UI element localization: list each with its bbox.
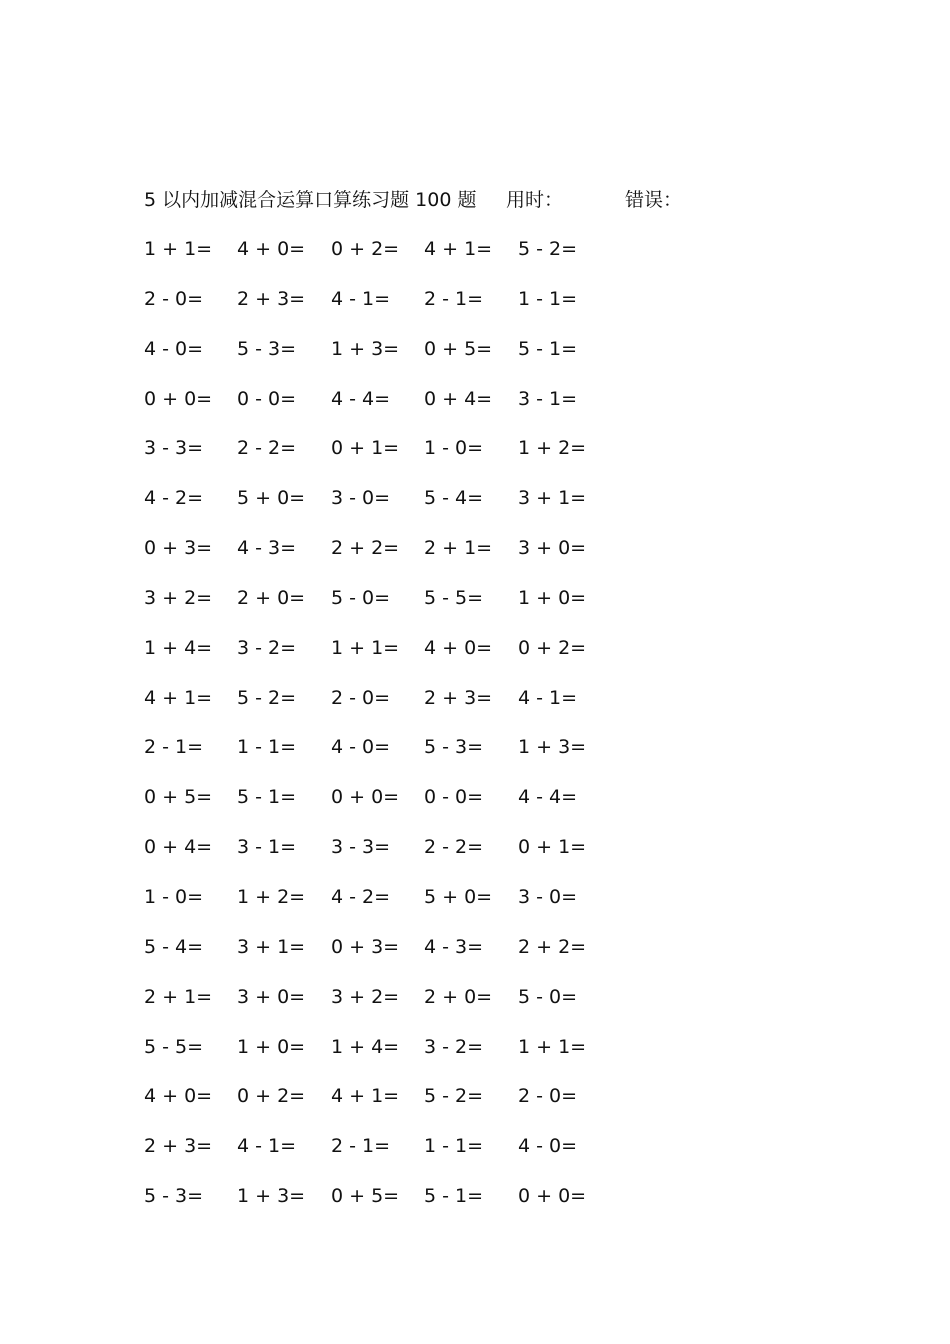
problem-item: 3 + 2= (144, 586, 213, 609)
problem-item: 4 + 1= (331, 1085, 400, 1108)
problem-item: 3 + 1= (518, 487, 587, 510)
problem-item: 4 - 3= (424, 935, 484, 958)
problem-item: 3 - 0= (518, 885, 578, 908)
problem-item: 5 - 2= (237, 686, 297, 709)
problem-item: 4 - 0= (518, 1135, 578, 1158)
problem-item: 4 - 0= (331, 736, 391, 759)
problem-item: 1 + 3= (518, 736, 587, 759)
problem-item: 0 + 1= (518, 836, 587, 859)
problem-item: 4 - 1= (237, 1135, 297, 1158)
problem-item: 2 + 1= (144, 985, 213, 1008)
problem-item: 1 + 3= (331, 337, 400, 360)
problem-item: 0 + 4= (144, 836, 213, 859)
problem-item: 3 - 1= (237, 836, 297, 859)
problem-item: 0 + 0= (144, 387, 213, 410)
problem-item: 4 - 2= (331, 885, 391, 908)
worksheet-title: 5 以内加减混合运算口算练习题 100 题 (144, 189, 477, 211)
problem-row (144, 982, 644, 1032)
problem-item: 2 - 2= (424, 836, 484, 859)
problem-item: 5 - 0= (518, 985, 578, 1008)
problem-item: 0 + 2= (331, 238, 400, 260)
problem-item: 2 + 3= (424, 686, 493, 709)
problem-item: 4 - 3= (237, 537, 297, 560)
problem-item: 5 - 2= (518, 238, 578, 260)
problem-row (144, 384, 644, 434)
problem-item: 4 - 4= (331, 387, 391, 410)
problem-item: 3 + 2= (331, 985, 400, 1008)
problem-item: 1 + 0= (237, 1035, 306, 1058)
problem-item: 1 + 0= (518, 586, 587, 609)
problem-item: 3 - 2= (424, 1035, 484, 1058)
problem-row (144, 334, 644, 384)
problem-row (144, 683, 644, 733)
problem-row (144, 782, 644, 832)
problem-item: 2 - 0= (331, 686, 391, 709)
problem-item: 3 - 1= (518, 387, 578, 410)
problem-item: 1 + 1= (331, 636, 400, 659)
problem-item: 0 + 5= (331, 1185, 400, 1208)
problem-item: 1 - 1= (237, 736, 297, 759)
problem-item: 2 - 1= (331, 1135, 391, 1158)
problem-item: 2 + 0= (237, 586, 306, 609)
problem-item: 0 + 5= (144, 786, 213, 809)
problem-item: 3 + 0= (237, 985, 306, 1008)
problem-item: 3 + 0= (518, 537, 587, 560)
problem-item: 5 - 3= (237, 337, 297, 360)
problem-item: 5 - 3= (424, 736, 484, 759)
problem-item: 0 + 0= (518, 1185, 587, 1208)
problem-row (144, 284, 644, 334)
problem-item: 5 - 5= (144, 1035, 204, 1058)
problem-item: 4 - 1= (331, 287, 391, 310)
problem-item: 5 + 0= (424, 885, 493, 908)
problem-item: 1 + 1= (518, 1035, 587, 1058)
problem-item: 2 + 3= (144, 1135, 213, 1158)
problem-item: 1 + 4= (331, 1035, 400, 1058)
problem-item: 2 - 0= (144, 287, 204, 310)
problem-row (144, 583, 644, 633)
problem-item: 4 + 0= (144, 1085, 213, 1108)
problem-item: 2 + 2= (518, 935, 587, 958)
problem-item: 0 + 1= (331, 437, 400, 460)
problem-item: 5 - 3= (144, 1185, 204, 1208)
problem-item: 5 - 0= (331, 586, 391, 609)
problem-item: 1 + 1= (144, 238, 213, 260)
problem-row (144, 1081, 644, 1131)
problem-row (144, 1181, 644, 1231)
problem-item: 0 + 0= (331, 786, 400, 809)
problem-item: 5 - 2= (424, 1085, 484, 1108)
problem-item: 3 + 1= (237, 935, 306, 958)
worksheet-header (144, 186, 844, 214)
problem-item: 0 + 2= (237, 1085, 306, 1108)
problem-item: 4 + 1= (424, 238, 493, 260)
problem-item: 1 - 0= (144, 885, 204, 908)
problem-item: 2 - 1= (144, 736, 204, 759)
problem-item: 2 + 3= (237, 287, 306, 310)
problem-item: 4 - 1= (518, 686, 578, 709)
problem-item: 4 + 1= (144, 686, 213, 709)
problem-item: 3 - 0= (331, 487, 391, 510)
problem-item: 4 - 2= (144, 487, 204, 510)
problem-item: 3 - 2= (237, 636, 297, 659)
problem-item: 1 + 2= (237, 885, 306, 908)
problem-item: 5 - 4= (144, 935, 204, 958)
problem-grid (144, 234, 644, 1231)
problem-item: 1 + 2= (518, 437, 587, 460)
problem-item: 4 - 4= (518, 786, 578, 809)
problem-item: 2 - 0= (518, 1085, 578, 1108)
problem-item: 2 + 0= (424, 985, 493, 1008)
problem-item: 1 + 3= (237, 1185, 306, 1208)
problem-item: 5 + 0= (237, 487, 306, 510)
problem-row (144, 234, 644, 284)
problem-item: 5 - 1= (237, 786, 297, 809)
problem-item: 2 - 2= (237, 437, 297, 460)
problem-item: 0 + 5= (424, 337, 493, 360)
problem-item: 4 + 0= (237, 238, 306, 260)
problem-item: 1 - 0= (424, 437, 484, 460)
problem-item: 1 - 1= (424, 1135, 484, 1158)
problem-item: 1 + 4= (144, 636, 213, 659)
problem-item: 0 + 3= (331, 935, 400, 958)
problem-item: 5 - 5= (424, 586, 484, 609)
problem-item: 3 - 3= (331, 836, 391, 859)
problem-item: 4 + 0= (424, 636, 493, 659)
problem-item: 4 - 0= (144, 337, 204, 360)
problem-item: 0 + 4= (424, 387, 493, 410)
problem-row (144, 433, 644, 483)
problem-item: 2 + 2= (331, 537, 400, 560)
problem-item: 0 + 2= (518, 636, 587, 659)
problem-item: 1 - 1= (518, 287, 578, 310)
problem-row (144, 832, 644, 882)
problem-item: 3 - 3= (144, 437, 204, 460)
problem-item: 5 - 1= (518, 337, 578, 360)
problem-row (144, 932, 644, 982)
problem-row (144, 1032, 644, 1082)
problem-item: 2 - 1= (424, 287, 484, 310)
problem-item: 2 + 1= (424, 537, 493, 560)
problem-row (144, 732, 644, 782)
problem-row (144, 1131, 644, 1181)
problem-item: 5 - 1= (424, 1185, 484, 1208)
time-used-label: 用时： (506, 189, 564, 211)
problem-row (144, 533, 644, 583)
problem-item: 0 - 0= (424, 786, 484, 809)
error-count-label: 错误： (625, 189, 683, 211)
problem-item: 5 - 4= (424, 487, 484, 510)
problem-row (144, 483, 644, 533)
problem-row (144, 882, 644, 932)
problem-row (144, 633, 644, 683)
problem-item: 0 + 3= (144, 537, 213, 560)
problem-item: 0 - 0= (237, 387, 297, 410)
